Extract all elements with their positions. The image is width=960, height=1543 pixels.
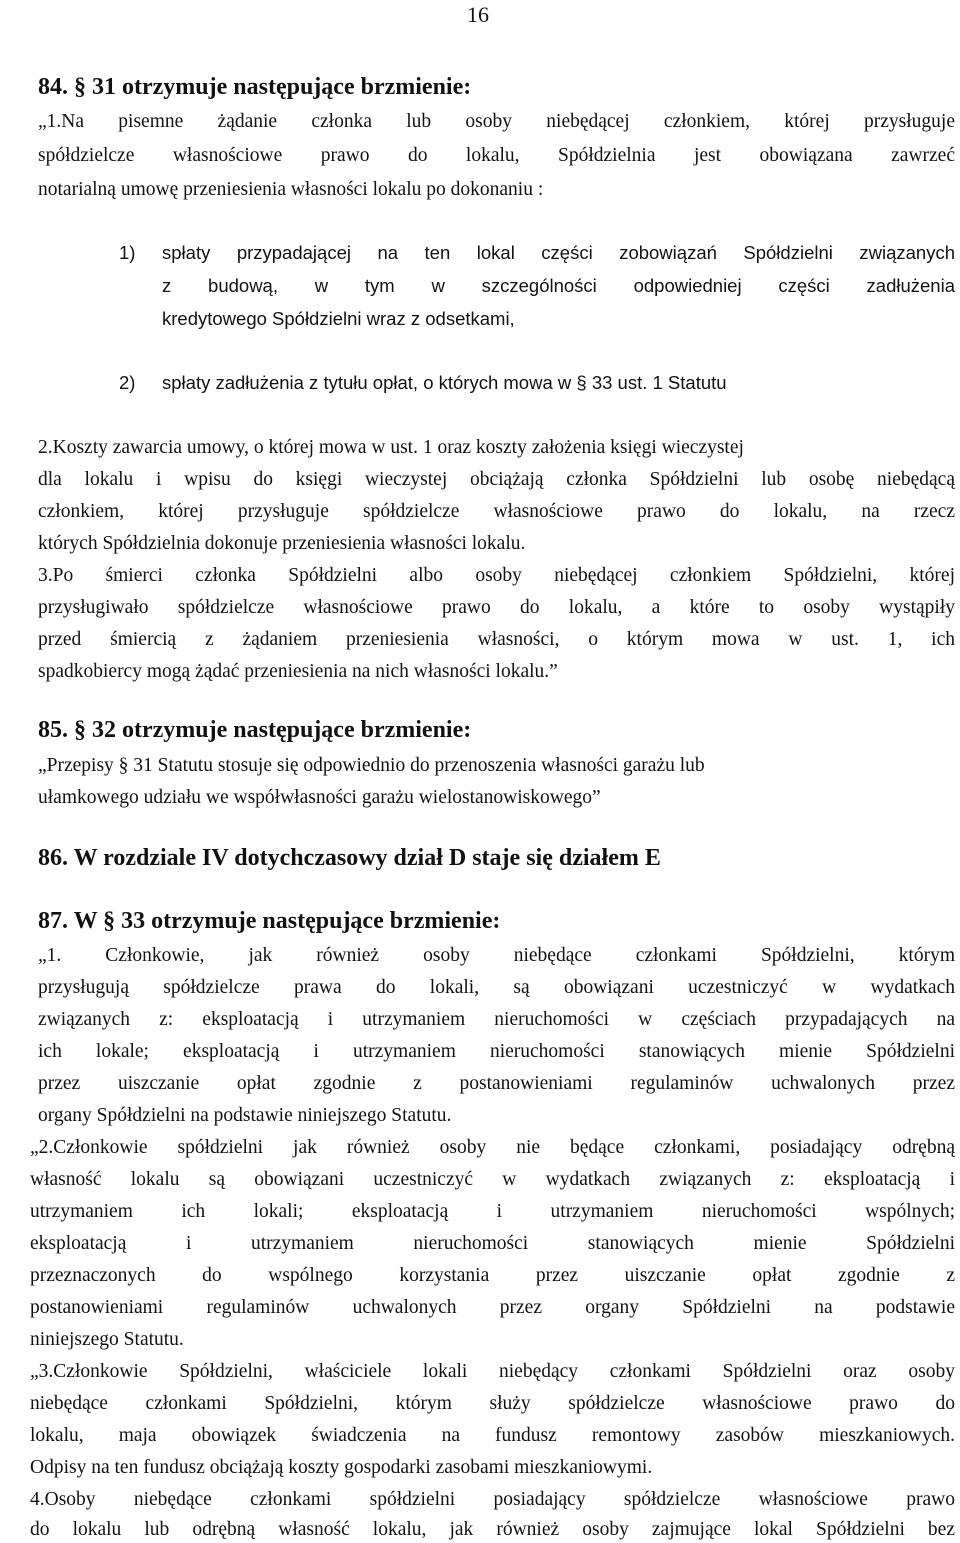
sec87-para2-line-1: „2.Członkowie spółdzielni jak również osoby nie będące członkami, posiadający odrębną bbox=[30, 1137, 955, 1158]
item-1-line-1: spłaty przypadającej na ten lokal części zobowiązań Spółdzielni związanych bbox=[162, 242, 955, 263]
sec87-para1-line-6: organy Spółdzielni na podstawie niniejszego Statutu. bbox=[38, 1105, 452, 1126]
sec87-para3-line-3: lokalu, maja obowiązek świadczenia na fundusz remontowy zasobów mieszkaniowych. bbox=[30, 1425, 955, 1446]
sec87-para1-line-4: ich lokale; eksploatacją i utrzymaniem nieruchomości stanowiących mienie Spółdzielni bbox=[38, 1041, 955, 1062]
sec87-para2-line-5: przeznaczonych do wspólnego korzystania przez uiszczanie opłat zgodnie z bbox=[30, 1265, 955, 1286]
sec84-para2-line-3: członkiem, której przysługuje spółdzielcze własnościowe prawo do lokalu, na rzecz bbox=[38, 501, 955, 522]
sec84-para3-line-1: 3.Po śmierci członka Spółdzielni albo osoby niebędącej członkiem Spółdzielni, której bbox=[38, 565, 955, 586]
section-86-heading: 86. W rozdziale IV dotychczasowy dział D staje się działem E bbox=[38, 845, 661, 871]
item-1-line-2: z budową, w tym w szczególności odpowiedniej części zadłużenia bbox=[162, 275, 955, 296]
page-number: 16 bbox=[467, 2, 489, 27]
sec85-line-2: ułamkowego udziału we współwłasności garażu wielostanowiskowego” bbox=[38, 787, 601, 808]
sec87-para3-line-4: Odpisy na ten fundusz obciążają koszty gospodarki zasobami mieszkaniowymi. bbox=[30, 1457, 653, 1478]
section-84-heading: 84. § 31 otrzymuje następujące brzmienie: bbox=[38, 74, 472, 100]
sec84-para3-line-2: przysługiwało spółdzielcze własnościowe prawo do lokalu, a które to osoby wystąpiły bbox=[38, 597, 955, 618]
sec84-para2-line-1: 2.Koszty zawarcia umowy, o której mowa w ust. 1 oraz koszty założenia księgi wieczystej bbox=[38, 437, 744, 458]
section-87-heading: 87. W § 33 otrzymuje następujące brzmienie: bbox=[38, 908, 501, 934]
sec84-intro-line-3: notarialną umowę przeniesienia własności lokalu po dokonaniu : bbox=[38, 179, 544, 200]
item-2-number: 2) bbox=[119, 372, 136, 393]
sec84-intro-line-2: spółdzielcze własnościowe prawo do lokalu, Spółdzielnia jest obowiązana zawrzeć bbox=[38, 145, 955, 166]
sec87-para3-line-1: „3.Członkowie Spółdzielni, właściciele lokali niebędący członkami Spółdzielni oraz osoby bbox=[30, 1361, 955, 1382]
sec87-para3-line-2: niebędące członkami Spółdzielni, którym służy spółdzielcze własnościowe prawo do bbox=[30, 1393, 955, 1414]
sec87-para1-line-1: „1. Członkowie, jak również osoby niebędące członkami Spółdzielni, którym bbox=[38, 945, 955, 966]
sec87-para2-line-2: własność lokalu są obowiązani uczestniczyć w wydatkach związanych z: eksploatacją i bbox=[30, 1169, 955, 1190]
sec87-para2-line-4: eksploatacją i utrzymaniem nieruchomości stanowiących mienie Spółdzielni bbox=[30, 1233, 955, 1254]
sec87-para4-line-1: 4.Osoby niebędące członkami spółdzielni posiadający spółdzielcze własnościowe prawo bbox=[30, 1489, 955, 1510]
sec87-para2-line-3: utrzymaniem ich lokali; eksploatacją i utrzymaniem nieruchomości wspólnych; bbox=[30, 1201, 955, 1222]
sec84-para3-line-4: spadkobiercy mogą żądać przeniesienia na nich własności lokalu.” bbox=[38, 661, 558, 682]
sec87-para1-line-2: przysługują spółdzielcze prawa do lokali, są obowiązani uczestniczyć w wydatkach bbox=[38, 977, 955, 998]
sec87-para4-line-2: do lokalu lub odrębną własność lokalu, jak również osoby zajmujące lokal Spółdzielni bez bbox=[30, 1519, 955, 1540]
item-2-line: spłaty zadłużenia z tytułu opłat, o których mowa w § 33 ust. 1 Statutu bbox=[162, 372, 727, 393]
sec87-para1-line-5: przez uiszczanie opłat zgodnie z postanowieniami regulaminów uchwalonych przez bbox=[38, 1073, 955, 1094]
sec84-para2-line-2: dla lokalu i wpisu do księgi wieczystej obciążają członka Spółdzielni lub osobę niebędącą bbox=[38, 469, 955, 490]
sec84-intro-line-1: „1.Na pisemne żądanie członka lub osoby niebędącej członkiem, której przysługuje bbox=[38, 111, 955, 132]
sec84-para2-line-4: których Spółdzielnia dokonuje przeniesienia własności lokalu. bbox=[38, 533, 526, 554]
sec87-para2-line-7: niniejszego Statutu. bbox=[30, 1329, 184, 1350]
item-1-line-3: kredytowego Spółdzielni wraz z odsetkami, bbox=[162, 308, 515, 329]
sec87-para1-line-3: związanych z: eksploatacją i utrzymaniem nieruchomości w częściach przypadających na bbox=[38, 1009, 955, 1030]
sec87-para2-line-6: postanowieniami regulaminów uchwalonych przez organy Spółdzielni na podstawie bbox=[30, 1297, 955, 1318]
sec84-para3-line-3: przed śmiercią z żądaniem przeniesienia własności, o którym mowa w ust. 1, ich bbox=[38, 629, 955, 650]
section-85-heading: 85. § 32 otrzymuje następujące brzmienie: bbox=[38, 717, 472, 743]
item-1-number: 1) bbox=[119, 242, 136, 263]
sec85-line-1: „Przepisy § 31 Statutu stosuje się odpowiednio do przenoszenia własności garażu lub bbox=[38, 755, 705, 776]
